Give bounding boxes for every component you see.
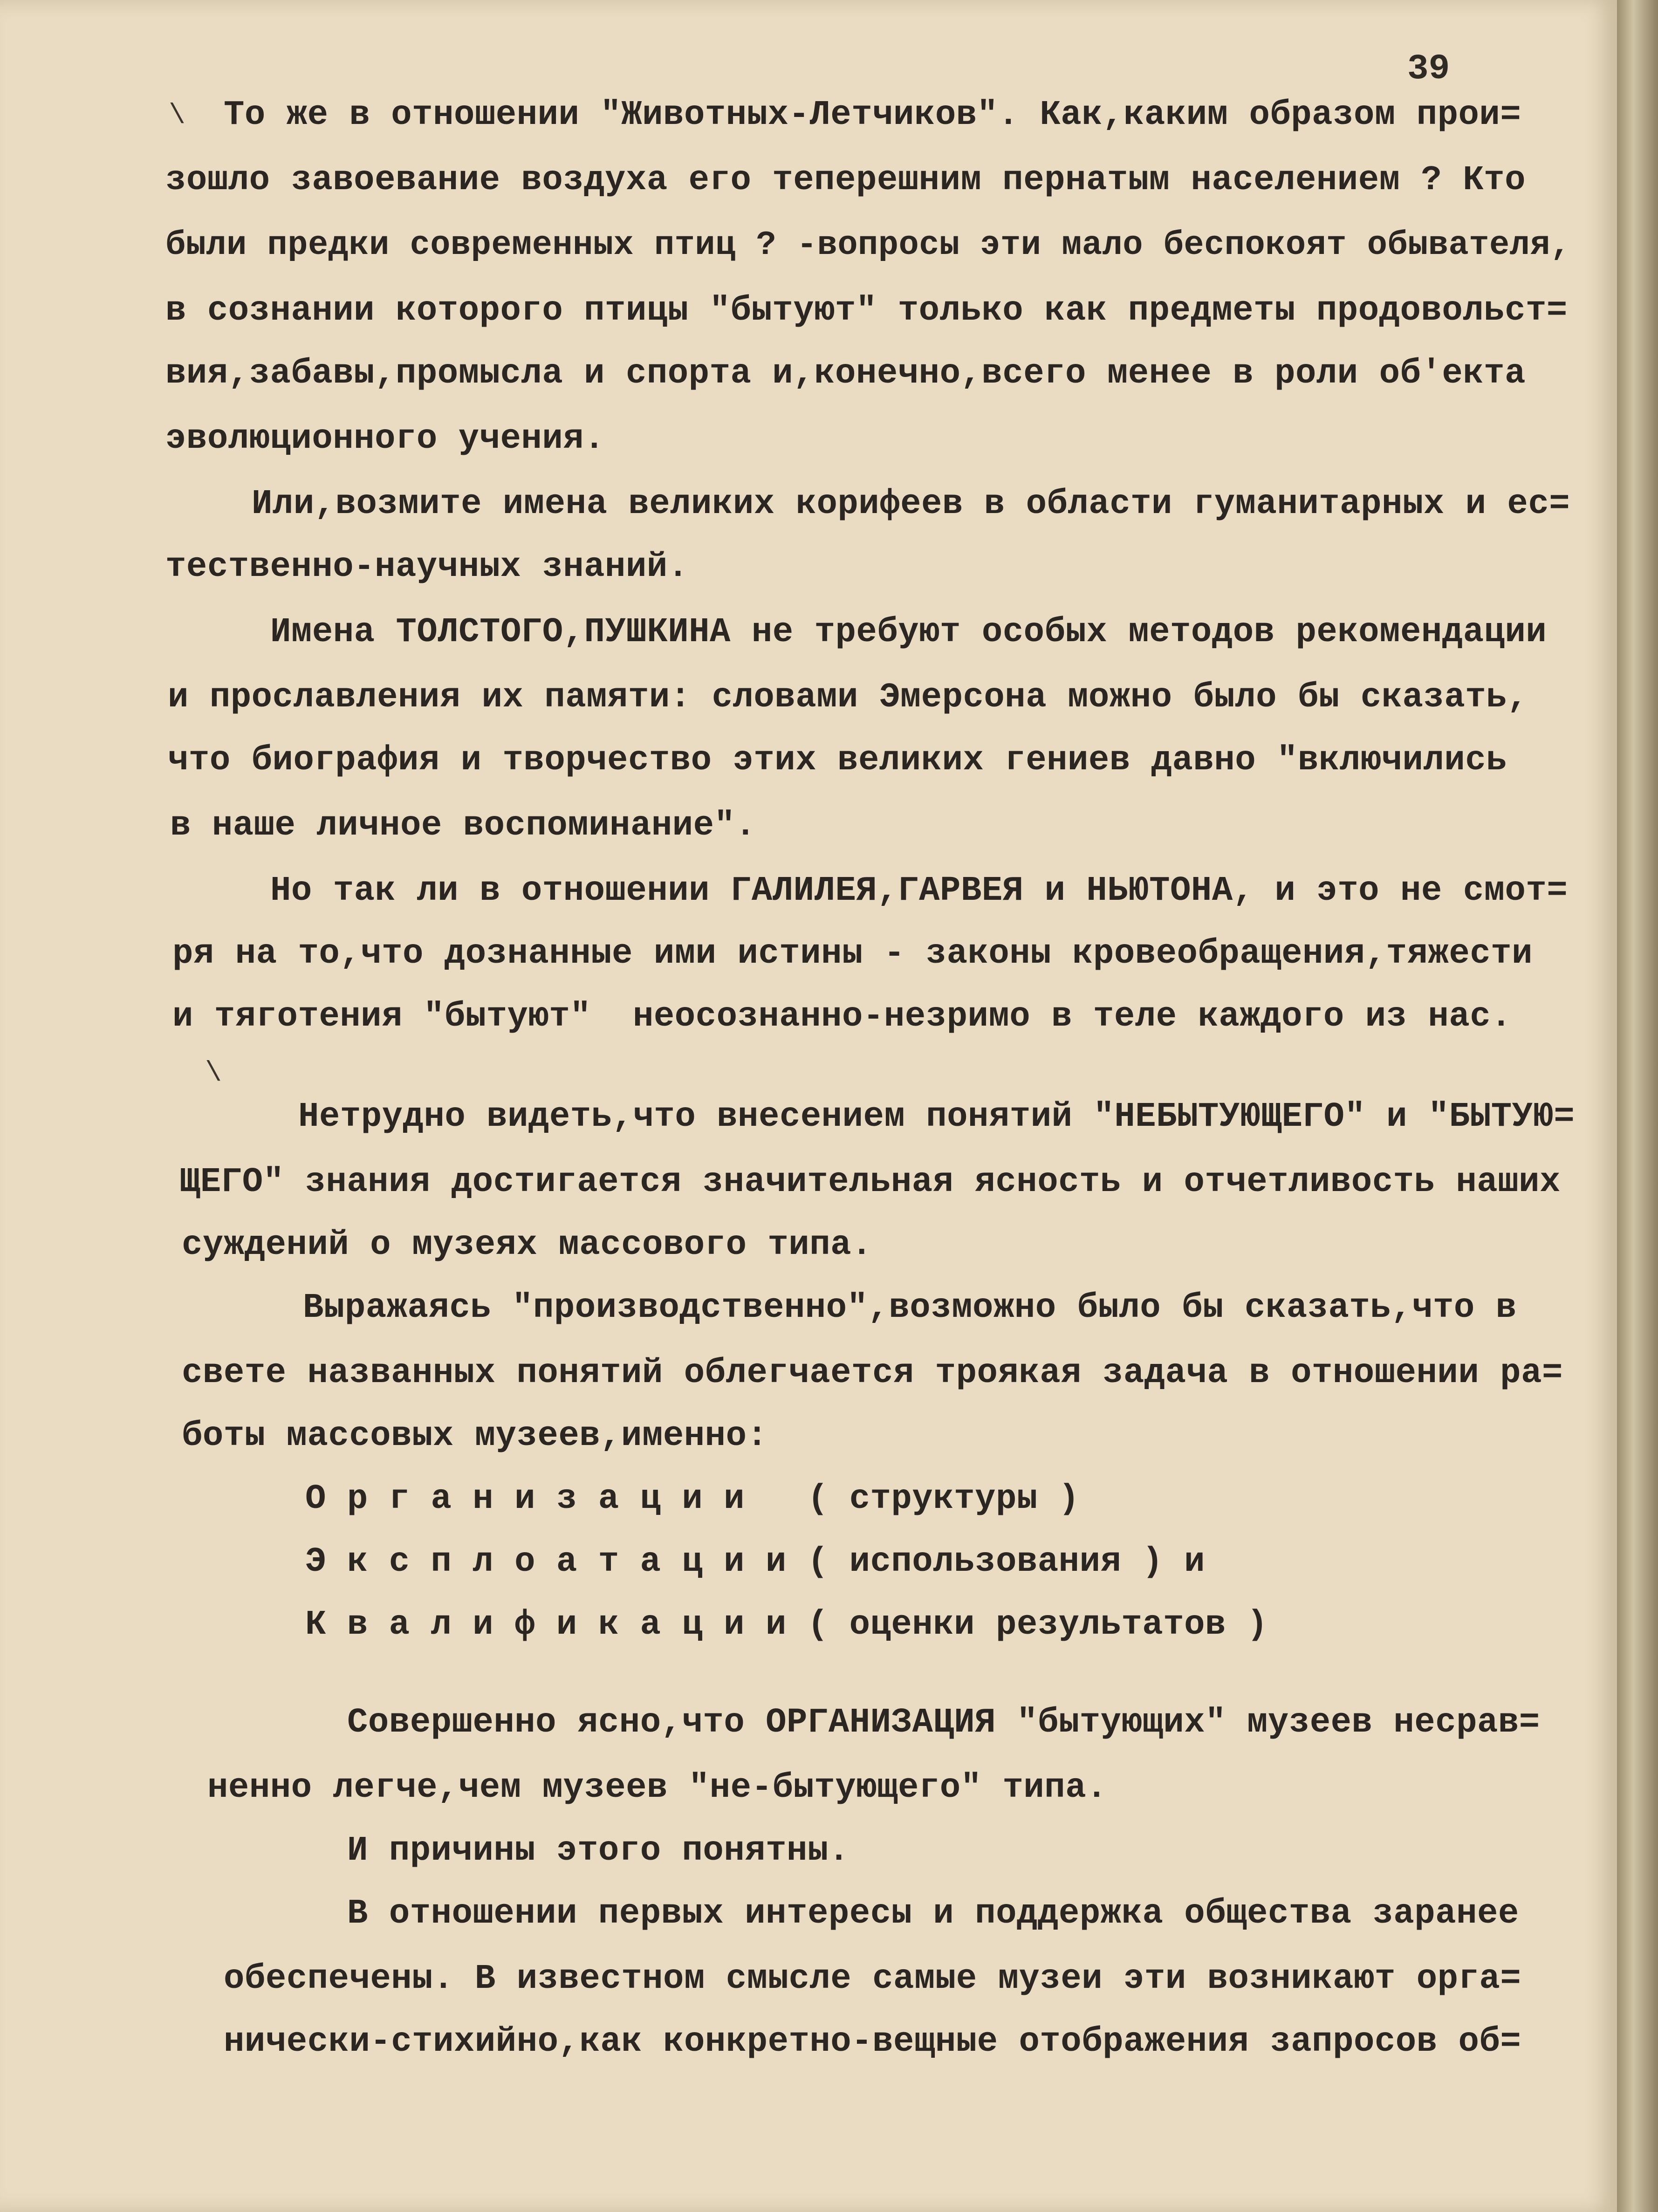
text-line: свете названных понятий облегчается троякая задача в отношении ра= (182, 1354, 1563, 1393)
text-line: зошло завоевание воздуха его теперешним пернатым населением ? Кто (165, 161, 1526, 200)
text-line: обеспечены. В известном смысле самые музеи эти возникают орга= (224, 1959, 1521, 1999)
text-line: что биография и творчество этих великих гениев давно "включились (168, 741, 1507, 780)
margin-mark: \ (169, 100, 186, 132)
list-item: Э к с п л о а т а ц и и ( использования ) и (305, 1542, 1206, 1582)
text-line: в сознании которого птицы "бытуют" только как предметы продовольст= (165, 291, 1568, 330)
text-line: были предки современных птиц ? -вопросы эти мало беспокоят обывателя, (165, 226, 1571, 264)
page-number: 39 (1407, 49, 1450, 89)
text-line: нически-стихийно,как конкретно-вещные отображения запросов об= (224, 2022, 1521, 2061)
text-line: И причины этого понятны. (347, 1831, 850, 1870)
text-line: Или,возмите имена великих корифеев в области гуманитарных и ес= (252, 485, 1570, 524)
text-line: Но так ли в отношении ГАЛИЛЕЯ,ГАРВЕЯ и НЬЮТОНА, и это не смот= (270, 871, 1568, 911)
text-line: вия,забавы,промысла и спорта и,конечно,всего менее в роли об'екта (165, 354, 1526, 393)
text-line: ненно легче,чем музеев "не-бытующего" типа. (207, 1768, 1108, 1808)
text-line: тественно-научных знаний. (165, 548, 689, 587)
text-line: Выражаясь "производственно",возможно было бы сказать,что в (303, 1288, 1517, 1328)
text-line: и прославления их памяти: словами Эмерсона можно было бы сказать, (168, 678, 1528, 717)
text-line: То же в отношении "Животных-Летчиков". Как,каким образом прои= (224, 96, 1521, 135)
text-line: ря на то,что дознанные ими истины - законы кровеобращения,тяжести (172, 934, 1533, 973)
list-item: К в а л и ф и к а ц и и ( оценки результатов ) (305, 1605, 1268, 1644)
text-line: в наше личное воспоминание". (170, 806, 756, 845)
text-line: ЩЕГО" знания достигается значительная ясность и отчетливость наших (179, 1163, 1561, 1202)
text-line: Имена ТОЛСТОГО,ПУШКИНА не требуют особых методов рекомендации (270, 613, 1547, 652)
text-line: и тяготения "бытуют" неосознанно-незримо в теле каждого из нас. (172, 997, 1512, 1036)
list-item: О р г а н и з а ц и и ( структуры ) (305, 1479, 1080, 1519)
text-line: суждений о музеях массового типа. (182, 1226, 872, 1265)
text-line: Нетрудно видеть,что внесением понятий "НЕБЫТУЮЩЕГО" и "БЫТУЮ= (298, 1097, 1575, 1137)
text-line: Совершенно ясно,что ОРГАНИЗАЦИЯ "бытующих" музеев несрав= (347, 1703, 1540, 1742)
text-line: эволюционного учения. (165, 419, 605, 459)
book-spine (1617, 0, 1658, 2212)
margin-mark: \ (205, 1058, 222, 1089)
text-line: В отношении первых интересы и поддержка общества заранее (347, 1894, 1519, 1933)
text-line: боты массовых музеев,именно: (182, 1417, 768, 1456)
